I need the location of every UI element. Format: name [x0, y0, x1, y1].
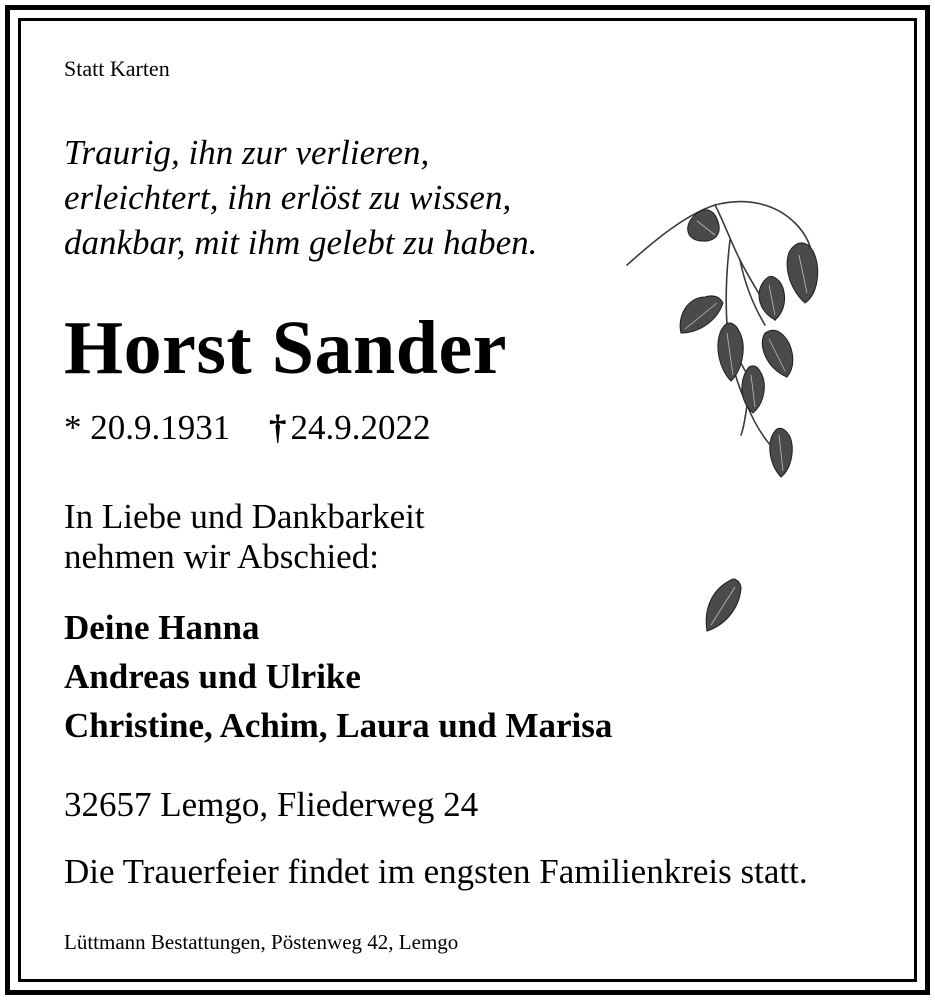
cross-icon: †: [269, 408, 287, 447]
farewell-line: In Liebe und Dankbarkeit: [64, 497, 425, 536]
quote: [64, 130, 537, 265]
deceased-name: Horst Sander: [64, 306, 507, 390]
farewell-line: nehmen wir Abschied:: [64, 537, 379, 576]
mourners-list: [64, 603, 612, 750]
birth-date: * 20.9.1931: [64, 408, 231, 447]
mourner-entry: Christine, Achim, Laura und Marisa: [64, 706, 613, 745]
death-date: 24.9.2022: [290, 408, 431, 447]
quote-line: Traurig, ihn zur verlieren,: [64, 133, 430, 172]
header-text: Statt Karten: [64, 56, 170, 81]
quote-line: dankbar, mit ihm gelebt zu haben.: [64, 223, 538, 262]
life-dates: [64, 406, 431, 450]
funeral-home: Lüttmann Bestattungen, Pöstenweg 42, Lemgo: [64, 930, 459, 954]
mourner-entry: Deine Hanna: [64, 608, 260, 647]
quote-line: erleichtert, ihn erlöst zu wissen,: [64, 178, 512, 217]
death-entry: [269, 408, 431, 447]
mourner-entry: Andreas und Ulrike: [64, 657, 361, 696]
birch-branch-icon: [615, 185, 835, 655]
family-address: 32657 Lemgo, Fliederweg 24: [64, 785, 479, 824]
farewell-text: [64, 497, 425, 577]
ceremony-note: Die Trauerfeier findet im engsten Familienkreis statt.: [64, 852, 808, 891]
